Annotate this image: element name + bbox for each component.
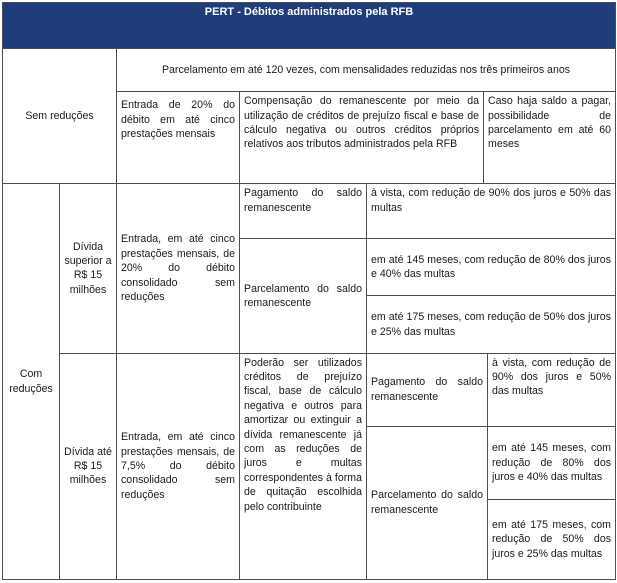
superior-parcelamento-175: em até 175 meses, com redução de 50% dos juros e 25% das multas [367,296,616,353]
superior-parcelamento-label: Parcelamento do saldo remanescente [240,239,367,353]
superior-pagamento-value: à vista, com redução de 90% dos juros e 50% das multas [367,184,616,239]
sem-reducoes-split [240,92,616,184]
ate-parcelamento-label: Parcelamento do saldo remanescente [367,426,488,579]
ate-parcelamento-175: em até 175 meses, com redução de 50% dos juros e 25% das multas [488,499,616,579]
com-reducoes-label: Com reduções [3,184,60,580]
sem-reducoes-compensacao: Compensação do remanescente por meio da utilização de créditos de prejuízo fiscal e base de cálculo negativa ou outros créditos próprios relativos aos tributos administrados pela RFB [240,92,484,183]
divida-ate-creditos: Poderão ser utilizados créditos de prejuízo fiscal, base de cálculo negativa e outros para amortizar ou extinguir a dívida remanescente já com as reduções de juros e multas correspondentes à forma de quitação escolhida pelo contribuinte [240,353,367,579]
ate-pagamento-value: à vista, com redução de 90% dos juros e 50% das multas [488,353,616,426]
pert-table [2,2,616,580]
superior-parcelamento-145: em até 145 meses, com redução de 80% dos juros e 40% das multas [367,239,616,296]
sem-reducoes-entrada: Entrada de 20% do débito em até cinco prestações mensais [117,92,240,184]
divida-ate-entrada: Entrada, em até cinco prestações mensais, de 7,5% do débito consolidado sem reduções [117,353,240,579]
ate-parcelamento-145: em até 145 meses, com redução de 80% dos juros e 40% das multas [488,426,616,499]
divida-superior-entrada: Entrada, em até cinco prestações mensais, de 20% do débito consolidado sem reduções [117,184,240,353]
sem-reducoes-saldo: Caso haja saldo a pagar, possibilidade de parcelamento em até 60 meses [488,95,612,151]
sem-reducoes-intro: Parcelamento em até 120 vezes, com mensalidades reduzidas nos três primeiros anos [117,49,616,92]
sem-reducoes-label: Sem reduções [3,49,117,184]
table-title: PERT - Débitos administrados pela RFB [3,3,616,49]
superior-pagamento-label: Pagamento do saldo remanescente [240,184,367,239]
ate-pagamento-label: Pagamento do saldo remanescente [367,353,488,426]
divida-ate-label: Dívida até R$ 15 milhões [60,353,117,579]
divida-superior-label: Dívida superior a R$ 15 milhões [60,184,117,353]
